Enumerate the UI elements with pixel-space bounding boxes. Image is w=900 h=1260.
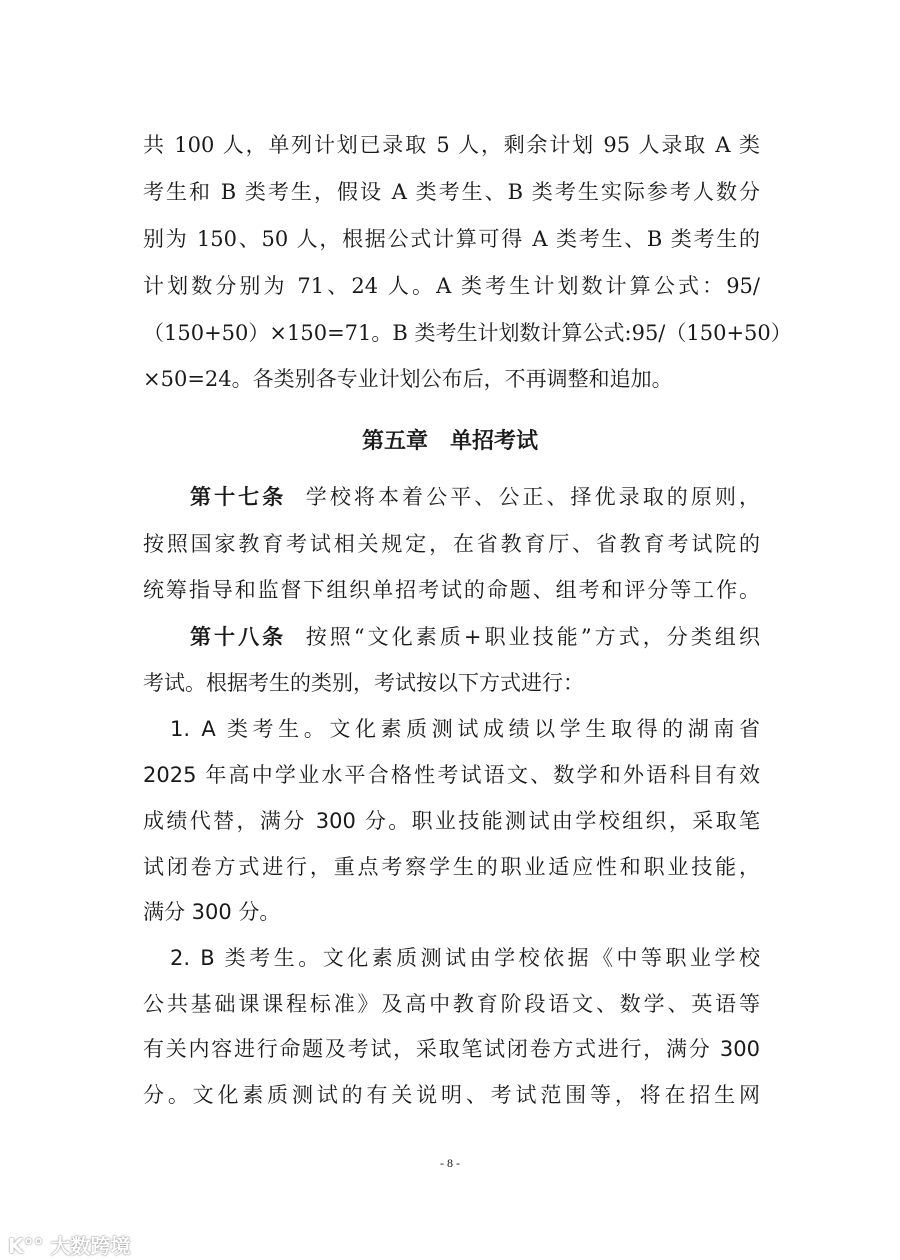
text-line: 分。文化素质测试的有关说明、考试范围等，将在招生网 [143, 1083, 760, 1107]
article-label: 第十七条 [190, 485, 287, 509]
watermark-text: 大数跨境 [50, 1234, 131, 1258]
text-span: 按照“文化素质+职业技能”方式，分类组织 [305, 625, 760, 649]
text-line: 统筹指导和监督下组织单招考试的命题、组考和评分等工作。 [143, 578, 760, 602]
text-line: 有关内容进行命题及考试，采取笔试闭卷方式进行，满分 300 [143, 1037, 760, 1061]
text-line: 1. A 类考生。文化素质测试成绩以学生取得的湖南省 [170, 717, 760, 741]
text-line: 别为 150、50 人，根据公式计算可得 A 类考生、B 类考生的 [143, 227, 760, 251]
text-line: 满分 300 分。 [143, 900, 281, 924]
text-line: 试闭卷方式进行，重点考察学生的职业适应性和职业技能， [143, 855, 760, 879]
chapter-heading: 第五章 单招考试 [361, 429, 538, 454]
text-line: （150+50）×150=71。B 类考生计划数计算公式:95/（150+50） [143, 321, 792, 345]
text-line: 2. B 类考生。文化素质测试由学校依据《中等职业学校 [170, 946, 760, 970]
article-17-line [190, 482, 760, 512]
text-line: 共 100 人，单列计划已录取 5 人，剩余计划 95 人录取 A 类 [143, 133, 760, 157]
text-line: 计划数分别为 71、24 人。A 类考生计划数计算公式：95/ [143, 274, 760, 298]
text-line: ×50=24。各类别各专业计划公布后，不再调整和追加。 [143, 367, 673, 391]
page-number: - 8 - [440, 1156, 460, 1170]
text-line: 考试。根据考生的类别，考试按以下方式进行： [143, 671, 584, 695]
text-line: 公共基础课课程标准》及高中教育阶段语文、数学、英语等 [143, 992, 760, 1016]
watermark-logo: K°° 大数跨境 [8, 1234, 131, 1258]
text-line: 按照国家教育考试相关规定，在省教育厅、省教育考试院的 [143, 532, 760, 556]
text-line: 成绩代替，满分 300 分。职业技能测试由学校组织，采取笔 [143, 809, 760, 833]
text-span: 学校将本着公平、公正、择优录取的原则， [305, 485, 761, 509]
text-line: 2025 年高中学业水平合格性考试语文、数学和外语科目有效 [143, 763, 760, 787]
article-label: 第十八条 [190, 625, 287, 649]
article-18-line [190, 622, 760, 652]
text-line: 考生和 B 类考生，假设 A 类考生、B 类考生实际参考人数分 [143, 180, 760, 204]
